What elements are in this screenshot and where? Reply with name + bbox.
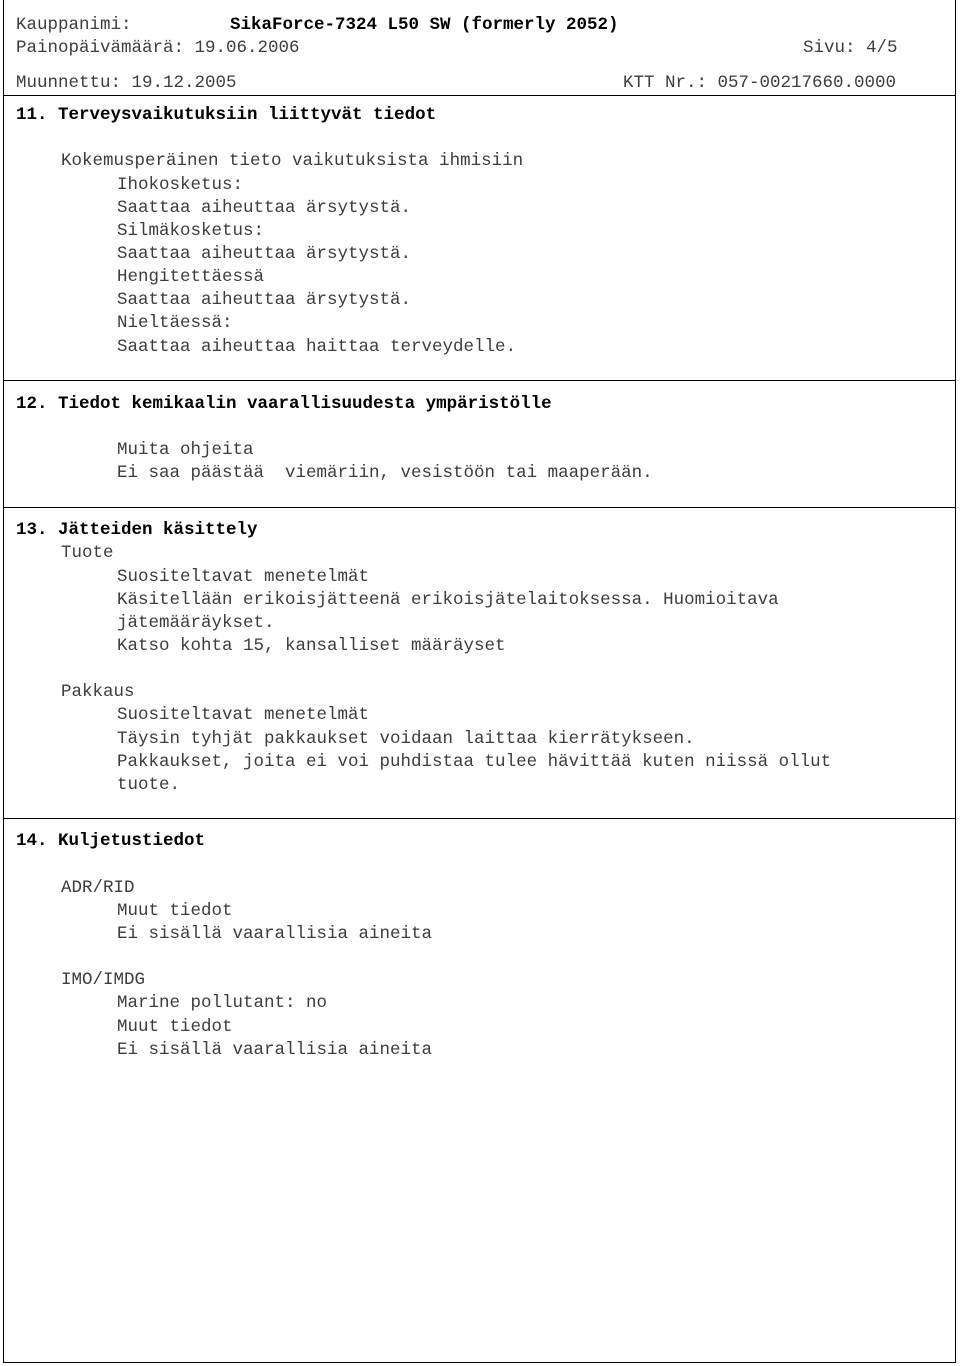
s14-adr-line: Muut tiedot [117,901,233,921]
page-number: Sivu: 4/5 [803,38,898,58]
s13-package-line: Täysin tyhjät pakkaukset voidaan laittaa kierrätykseen. [117,729,695,749]
s12-subtitle: Muita ohjeita [117,440,254,460]
section-11-title: 11. Terveysvaikutuksiin liittyvät tiedot [16,105,437,125]
s14-imo: IMO/IMDG [61,970,146,990]
section-11-subtitle: Kokemusperäinen tieto vaikutuksista ihmisiin [61,151,524,171]
section-14-title: 14. Kuljetustiedot [16,831,206,851]
print-date: Painopäivämäärä: 19.06.2006 [16,38,300,58]
section-12-title: 12. Tiedot kemikaalin vaarallisuudesta ympäristölle [16,394,552,414]
product-label: Kauppanimi: [16,15,132,35]
s14-adr-line: Ei sisällä vaarallisia aineita [117,924,433,944]
s13-product-line: Suositeltavat menetelmät [117,567,370,587]
product-name: SikaForce-7324 L50 SW (formerly 2052) [230,15,619,35]
header-right-border [955,0,956,95]
section-13-title: 13. Jätteiden käsittely [16,520,258,540]
s13-package-line: tuote. [117,775,181,795]
s13-package: Pakkaus [61,682,135,702]
s14-imo-line: Ei sisällä vaarallisia aineita [117,1040,433,1060]
s11-line: Silmäkosketus: [117,221,265,241]
s13-product: Tuote [61,543,114,563]
s13-package-line: Suositeltavat menetelmät [117,705,370,725]
s13-product-line: Katso kohta 15, kansalliset määräyset [117,636,506,656]
s14-adr: ADR/RID [61,878,135,898]
s11-line: Saattaa aiheuttaa ärsytystä. [117,244,412,264]
s13-package-line: Pakkaukset, joita ei voi puhdistaa tulee hävittää kuten niissä ollut [117,752,832,772]
s13-product-line: jätemääräykset. [117,613,275,633]
s11-line: Saattaa aiheuttaa ärsytystä. [117,290,412,310]
s14-imo-line: Muut tiedot [117,1017,233,1037]
header-left-border [3,0,4,95]
s11-line: Hengitettäessä [117,267,265,287]
divider-14 [3,818,956,819]
s12-text: Ei saa päästää viemäriin, vesistöön tai maaperään. [117,463,653,483]
s11-line: Saattaa aiheuttaa ärsytystä. [117,198,412,218]
s11-line: Nieltäessä: [117,313,233,333]
divider-12 [3,380,956,381]
s11-line: Saattaa aiheuttaa haittaa terveydelle. [117,337,517,357]
s14-imo-line: Marine pollutant: no [117,993,328,1013]
modified-date: Muunnettu: 19.12.2005 [16,73,237,93]
s13-product-line: Käsitellään erikoisjätteenä erikoisjätelaitoksessa. Huomioitava [117,590,779,610]
ktt-number: KTT Nr.: 057-00217660.0000 [623,73,897,93]
s11-line: Ihokosketus: [117,175,244,195]
divider-13 [3,507,956,508]
